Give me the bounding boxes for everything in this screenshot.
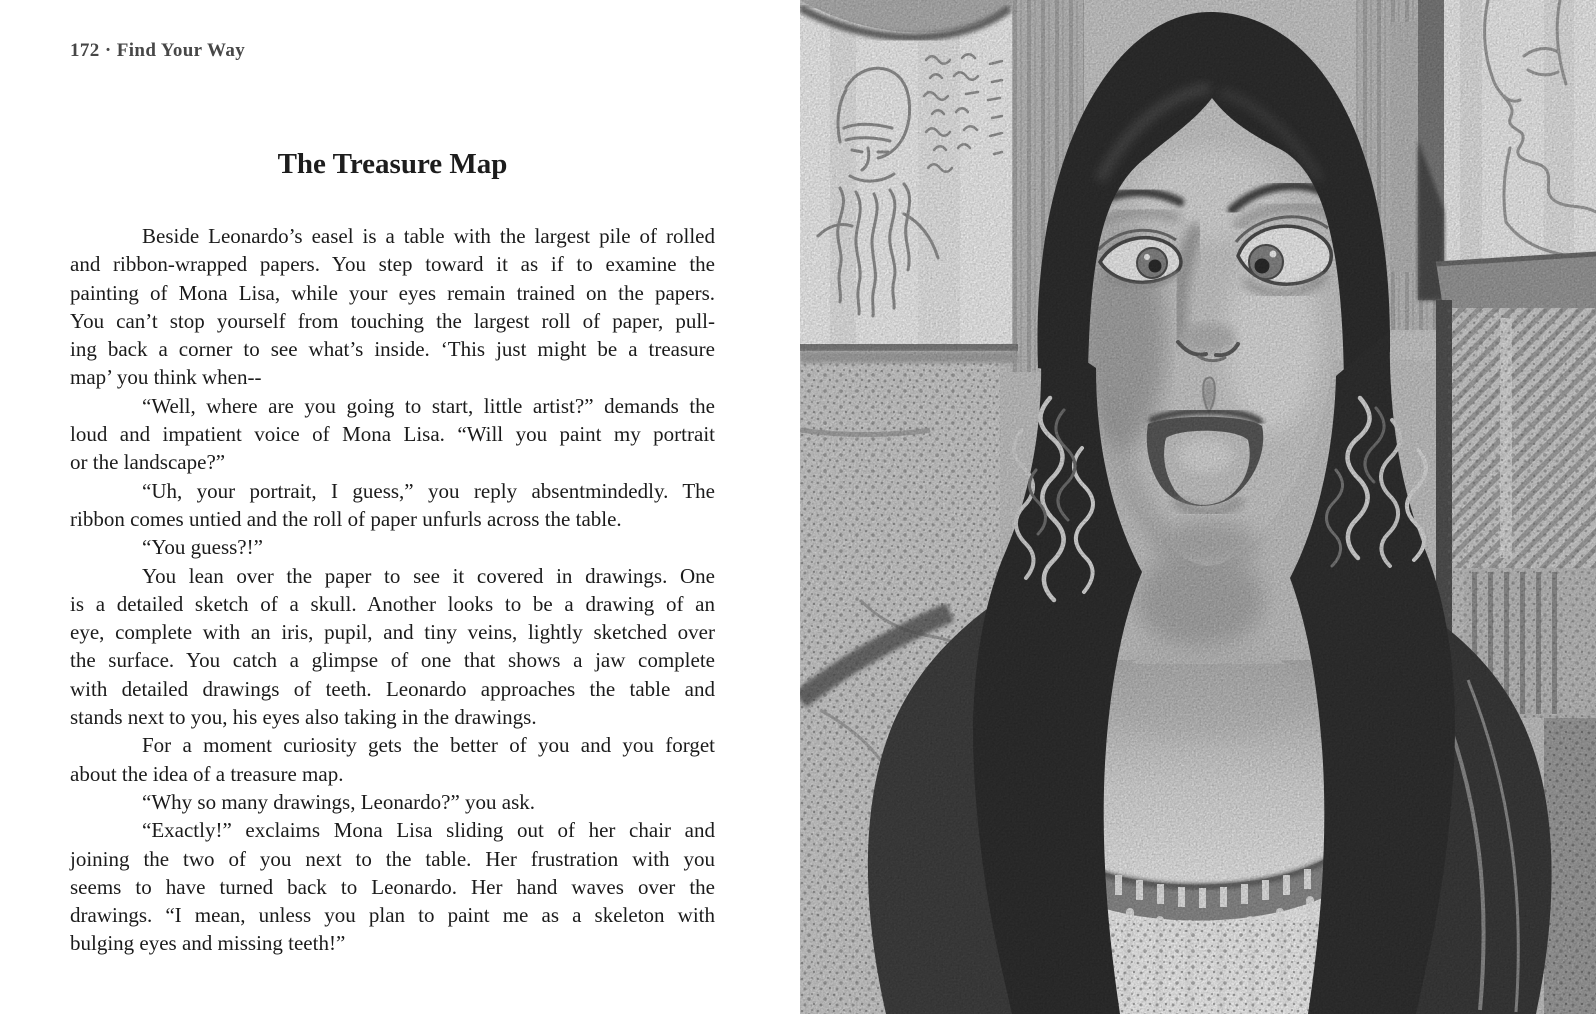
paragraph xyxy=(70,562,715,732)
body-text xyxy=(70,222,715,958)
text-line: with detailed drawings of teeth. Leonardo approaches the table and xyxy=(70,676,715,701)
paragraph xyxy=(70,816,715,957)
text-line: bulging eyes and missing teeth!” xyxy=(70,931,346,956)
paragraph xyxy=(70,392,715,477)
paragraph xyxy=(70,222,715,392)
text-line: ing back a corner to see what’s inside. ‘This just might be a treasure xyxy=(70,337,715,362)
chapter-title: The Treasure Map xyxy=(277,148,508,180)
text-line: For a moment curiosity gets the better of you and you forget xyxy=(142,733,715,758)
text-line: or the landscape?” xyxy=(70,450,226,475)
text-line: map’ you think when-- xyxy=(70,365,262,390)
running-header: 172 · Find Your Way xyxy=(70,40,246,61)
text-column xyxy=(70,0,715,1014)
text-line: about the idea of a treasure map. xyxy=(70,761,344,786)
text-line: the surface. You catch a glimpse of one that shows a jaw complete xyxy=(70,648,715,673)
text-line: ribbon comes untied and the roll of paper unfurls across the table. xyxy=(70,506,622,531)
text-line: painting of Mona Lisa, while your eyes remain trained on the papers. xyxy=(70,280,715,305)
illustration-svg xyxy=(800,0,1596,1014)
paragraph xyxy=(70,533,715,561)
paragraph xyxy=(70,477,715,534)
text-line: drawings. “I mean, unless you plan to paint me as a skeleton with xyxy=(70,903,715,928)
pencil-grain-texture xyxy=(800,0,1596,1014)
text-line: seems to have turned back to Leonardo. Her hand waves over the xyxy=(70,874,715,899)
mona-lisa-illustration xyxy=(800,0,1596,1014)
text-line: “Uh, your portrait, I guess,” you reply absentmindedly. The xyxy=(142,478,715,503)
text-line: joining the two of you next to the table. Her frustration with you xyxy=(70,846,715,871)
text-line: is a detailed sketch of a skull. Another looks to be a drawing of an xyxy=(70,591,715,616)
text-line: “You guess?!” xyxy=(142,535,263,560)
text-line: “Well, where are you going to start, little artist?” demands the xyxy=(142,393,715,418)
text-line: You lean over the paper to see it covered in drawings. One xyxy=(142,563,715,588)
paragraph xyxy=(70,731,715,788)
text-line: and ribbon-wrapped papers. You step toward it as if to examine the xyxy=(70,252,715,277)
text-line: stands next to you, his eyes also taking in the drawings. xyxy=(70,705,537,730)
text-line: “Exactly!” exclaims Mona Lisa sliding out of her chair and xyxy=(142,818,715,843)
text-line: loud and impatient voice of Mona Lisa. “Will you paint my portrait xyxy=(70,422,715,447)
text-line: “Why so many drawings, Leonardo?” you ask. xyxy=(142,789,536,814)
text-line: Beside Leonardo’s easel is a table with the largest pile of rolled xyxy=(142,224,715,248)
paragraph xyxy=(70,788,715,816)
text-line: You can’t stop yourself from touching the largest roll of paper, pull- xyxy=(70,308,715,333)
text-line: eye, complete with an iris, pupil, and tiny veins, lightly sketched over xyxy=(70,620,715,645)
